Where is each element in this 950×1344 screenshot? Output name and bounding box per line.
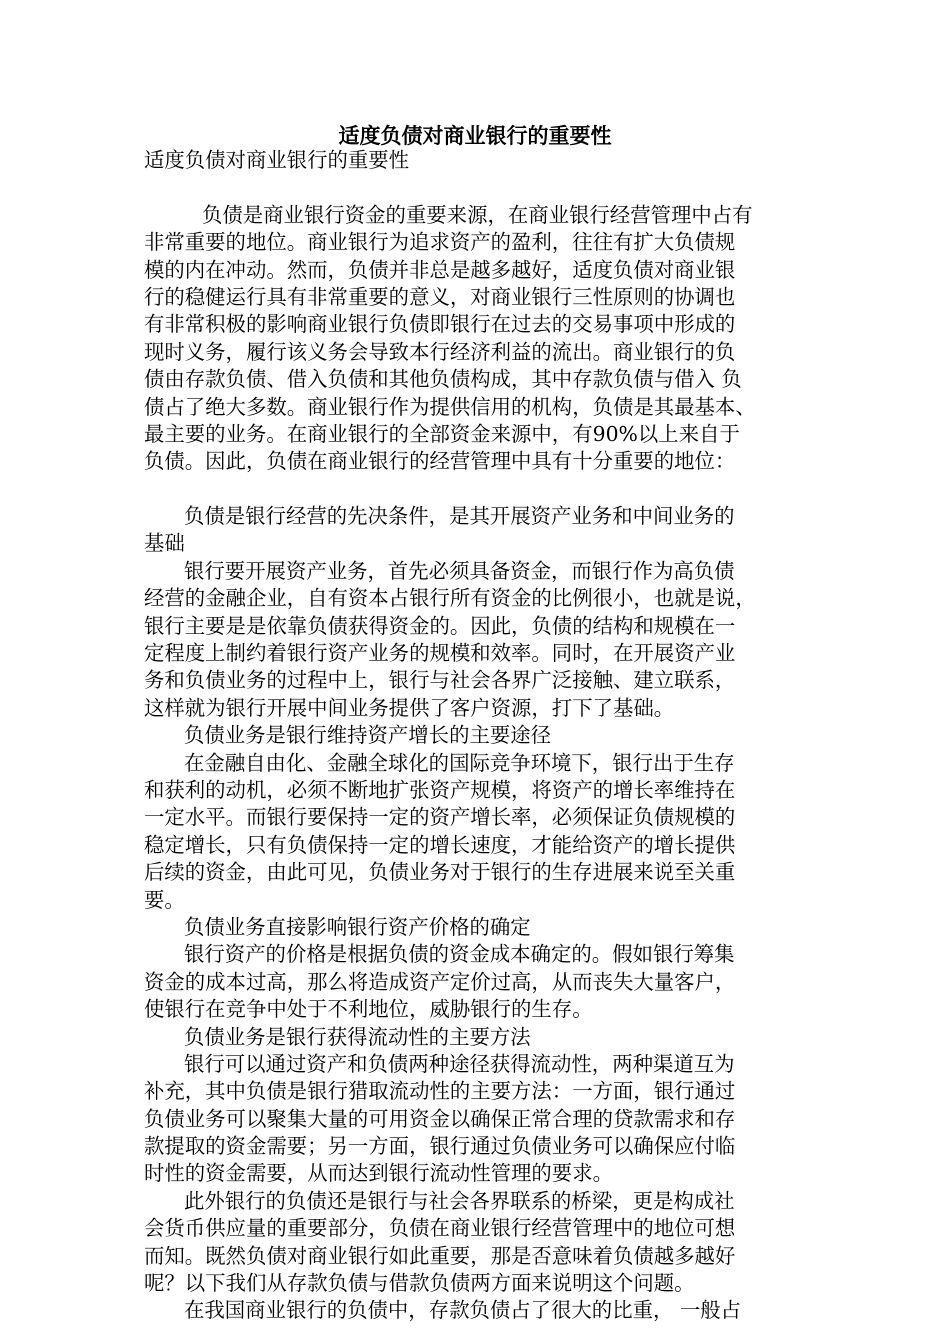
body-line: 在我国商业银行的负债中，存款负债占了很大的比重， 一般占 xyxy=(184,1298,742,1323)
body-line: 在金融自由化、金融全球化的国际竞争环境下，银行出于生存 xyxy=(184,750,735,775)
body-line: 负债是银行经营的先决条件，是其开展资产业务和中间业务的 xyxy=(184,504,735,529)
body-line: 而知。既然负债对商业银行如此重要，那是否意味着负债越多越好 xyxy=(144,1243,736,1268)
body-line: 后续的资金，由此可见，负债业务对于银行的生存进展来说至关重 xyxy=(144,860,736,885)
body-line: 一定水平。而银行要保持一定的资产增长率，必须保证负债规模的 xyxy=(144,805,736,830)
body-line: 时性的资金需要，从而达到银行流动性管理的要求。 xyxy=(144,1161,613,1186)
body-line: 债由存款负债、借入负债和其他负债构成，其中存款负债与借入 负 xyxy=(144,367,742,392)
body-line: 此外银行的负债还是银行与社会各界联系的桥梁，更是构成社 xyxy=(184,1188,735,1213)
document-subtitle: 适度负债对商业银行的重要性 xyxy=(144,148,410,172)
body-line: 呢？以下我们从存款负债与借款负债两方面来说明这个问题。 xyxy=(144,1271,695,1296)
document-title: 适度负债对商业银行的重要性 xyxy=(338,123,612,148)
body-line: 负债是商业银行资金的重要来源，在商业银行经营管理中占有 xyxy=(202,202,753,227)
body-line: 现时义务，履行该义务会导致本行经济利益的流出。商业银行的负 xyxy=(144,339,736,364)
body-line: 负债业务直接影响银行资产价格的确定 xyxy=(184,914,531,939)
body-line: 银行资产的价格是根据负债的资金成本确定的。假如银行筹集 xyxy=(184,942,735,967)
body-line: 经营的金融企业，自有资本占银行所有资金的比例很小，也就是说， xyxy=(144,586,756,611)
body-line: 负债业务是银行获得流动性的主要方法 xyxy=(184,1024,531,1049)
body-line: 银行要开展资产业务，首先必须具备资金，而银行作为高负债 xyxy=(184,558,735,583)
body-line: 银行主要是是依靠负债获得资金的。因此，负债的结构和规模在一 xyxy=(144,613,736,638)
body-line: 补充，其中负债是银行猎取流动性的主要方法：一方面，银行通过 xyxy=(144,1079,736,1104)
body-line: 稳定增长，只有负债保持一定的增长速度，才能给资产的增长提供 xyxy=(144,832,736,857)
body-line: 和获利的动机，必须不断地扩张资产规模，将资产的增长率维持在 xyxy=(144,777,736,802)
body-line: 有非常积极的影响商业银行负债即银行在过去的交易事项中形成的 xyxy=(144,312,736,337)
body-line: 行的稳健运行具有非常重要的意义，对商业银行三性原则的协调也 xyxy=(144,284,736,309)
body-line: 最主要的业务。在商业银行的全部资金来源中，有90%以上来自于 xyxy=(144,421,740,446)
body-line: 款提取的资金需要；另一方面，银行通过负债业务可以确保应付临 xyxy=(144,1134,736,1159)
body-line: 要。 xyxy=(144,887,185,912)
body-line: 基础 xyxy=(144,531,185,556)
body-line: 这样就为银行开展中间业务提供了客户资源，打下了基础。 xyxy=(144,695,675,720)
body-line: 模的内在冲动。然而，负债并非总是越多越好，适度负债对商业银 xyxy=(144,257,736,282)
blank-line xyxy=(144,174,806,201)
body-line: 负债业务是银行维持资产增长的主要途径 xyxy=(184,723,552,748)
blank-line xyxy=(144,476,806,503)
body-line: 使银行在竞争中处于不利地位，威胁银行的生存。 xyxy=(144,997,593,1022)
document-body xyxy=(144,147,806,1325)
body-line: 负债。因此，负债在商业银行的经营管理中具有十分重要的地位： xyxy=(144,449,736,474)
body-line: 负债业务可以聚集大量的可用资金以确保正常合理的贷款需求和存 xyxy=(144,1106,736,1131)
body-line: 务和负债业务的过程中上，银行与社会各界广泛接触、建立联系， xyxy=(144,668,736,693)
body-line: 债占了绝大多数。商业银行作为提供信用的机构，负债是其最基本、 xyxy=(144,394,756,419)
body-line: 资金的成本过高，那么将造成资产定价过高，从而丧失大量客户， xyxy=(144,969,736,994)
body-line: 银行可以通过资产和负债两种途径获得流动性，两种渠道互为 xyxy=(184,1051,735,1076)
body-line: 非常重要的地位。商业银行为追求资产的盈利，往往有扩大负债规 xyxy=(144,230,736,255)
body-line: 会货币供应量的重要部分，负债在商业银行经营管理中的地位可想 xyxy=(144,1216,736,1241)
body-line: 定程度上制约着银行资产业务的规模和效率。同时，在开展资产业 xyxy=(144,641,736,666)
